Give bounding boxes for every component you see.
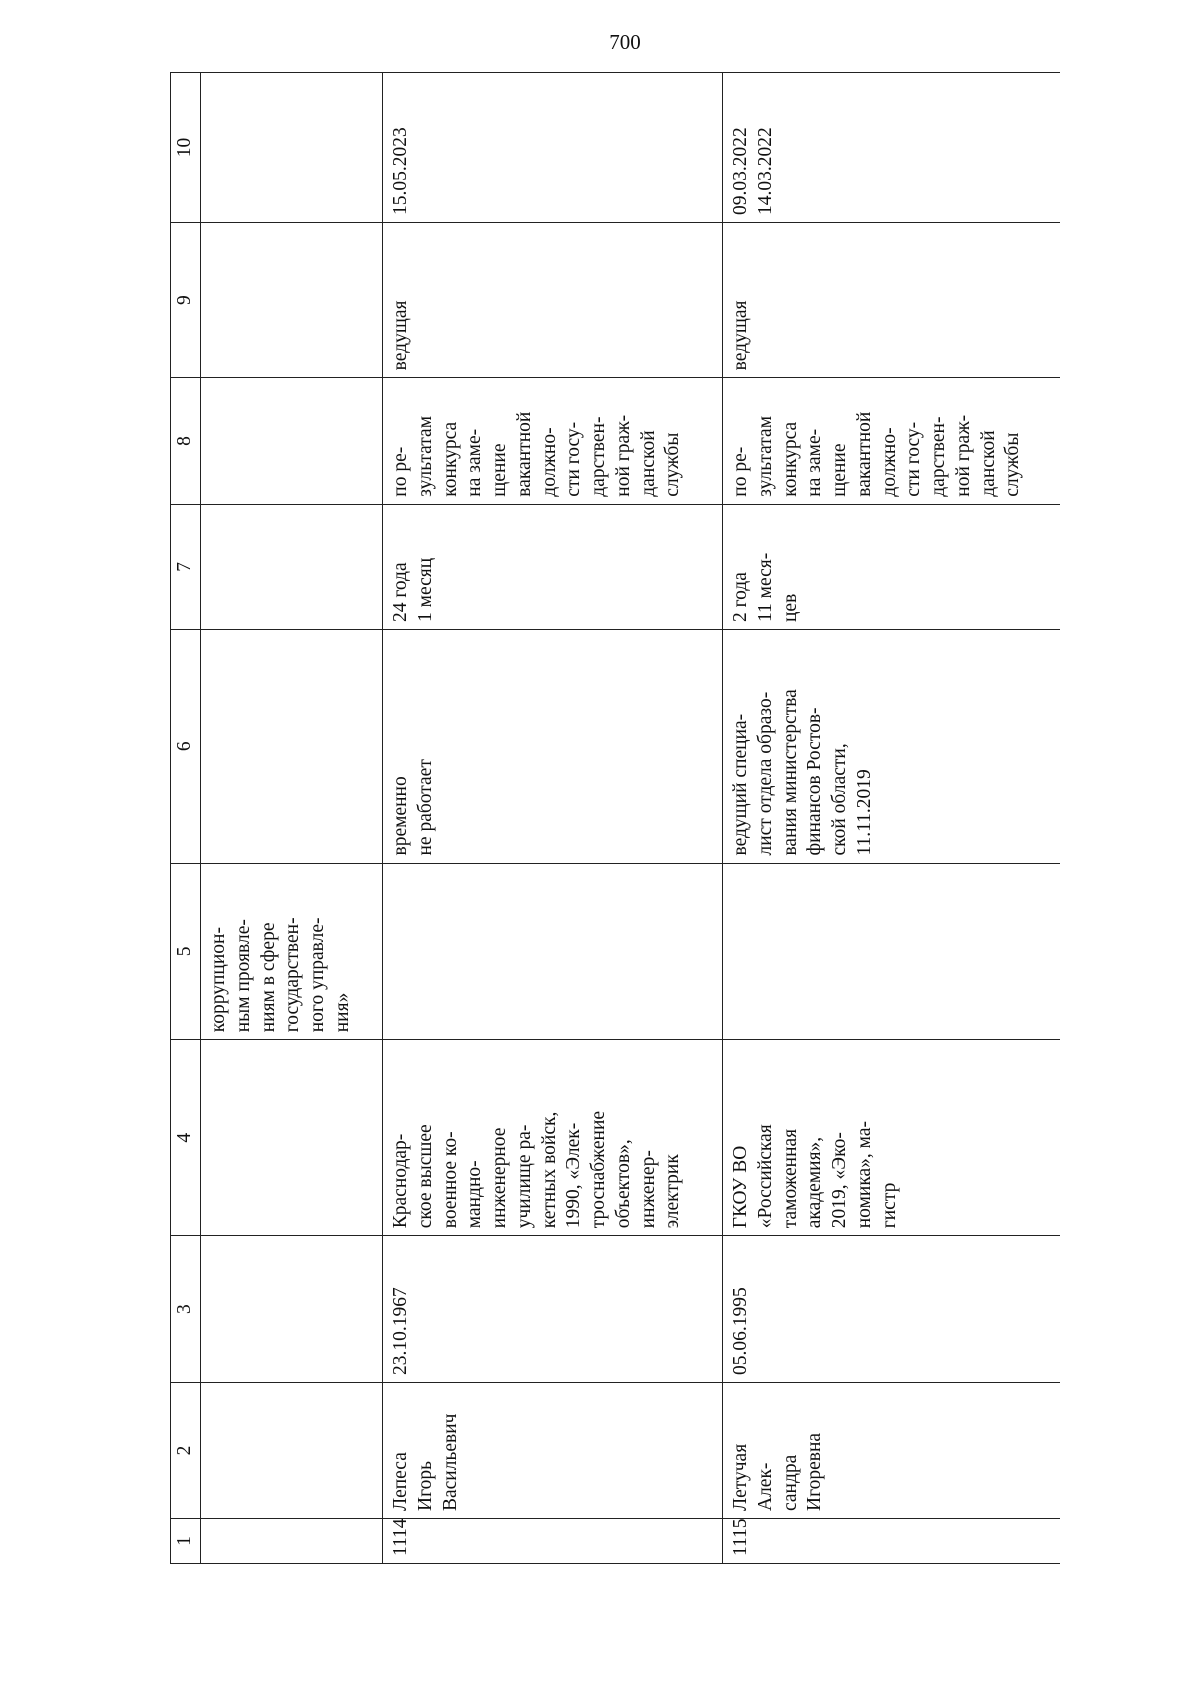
decision-date-cell: 09.03.2022 14.03.2022 (723, 73, 1061, 223)
inclusion-basis-cell: по ре- зультатам конкурса на заме- щение вакантной должно- сти госу- дарствен- ной граж- данской службы (383, 378, 723, 504)
education-cell: Краснодар- ское высшее военное ко- мандно- инженерное училище ра- кетных войск, 1990, «Элек- троснабжение объектов», инженер- электрик (383, 1040, 723, 1236)
position-group-cell: ведущая (383, 223, 723, 378)
register-table-frame (170, 72, 1060, 1564)
full-name-cell: Летучая Алек- сандра Игоревна (723, 1382, 1061, 1518)
experience-cell: 2 года 11 меся- цев (723, 504, 1061, 629)
column-number-cell: 8 (171, 378, 201, 504)
extra-education-cell (723, 863, 1061, 1040)
table-row (383, 73, 723, 1564)
column-number-row (171, 73, 201, 1564)
empty-cell (201, 1519, 383, 1564)
position-group-cell: ведущая (723, 223, 1061, 378)
empty-cell (201, 1382, 383, 1518)
column-number-cell: 4 (171, 1040, 201, 1236)
birth-date-cell: 23.10.1967 (383, 1236, 723, 1383)
empty-cell (201, 378, 383, 504)
column-number-cell: 1 (171, 1519, 201, 1564)
continuation-row (201, 73, 383, 1564)
page-number: 700 (609, 30, 641, 54)
continuation-text-cell: коррупцион- ным проявле- ниям в сфере государствен- ного управле- ния» (201, 863, 383, 1040)
full-name-cell: Лепеса Игорь Васильевич (383, 1382, 723, 1518)
column-number-cell: 5 (171, 863, 201, 1040)
table-row (723, 73, 1061, 1564)
empty-cell (201, 1040, 383, 1236)
column-number-cell: 6 (171, 630, 201, 864)
empty-cell (201, 73, 383, 223)
position-cell: временно не работает (383, 630, 723, 864)
rotated-table-wrapper (170, 72, 1060, 1564)
experience-cell: 24 года 1 месяц (383, 504, 723, 629)
empty-cell (201, 1236, 383, 1383)
extra-education-cell (383, 863, 723, 1040)
empty-cell (201, 630, 383, 864)
empty-cell (201, 504, 383, 629)
record-number-cell: 1115 (723, 1519, 1061, 1564)
empty-cell (201, 223, 383, 378)
education-cell: ГКОУ ВО «Российская таможенная академия», 2019, «Эко- номика», ма- гистр (723, 1040, 1061, 1236)
birth-date-cell: 05.06.1995 (723, 1236, 1061, 1383)
column-number-cell: 3 (171, 1236, 201, 1383)
register-table (170, 72, 1060, 1564)
column-number-cell: 10 (171, 73, 201, 223)
column-number-cell: 7 (171, 504, 201, 629)
column-number-cell: 9 (171, 223, 201, 378)
decision-date-cell: 15.05.2023 (383, 73, 723, 223)
inclusion-basis-cell: по ре- зультатам конкурса на заме- щение вакантной должно- сти госу- дарствен- ной граж- данской службы (723, 378, 1061, 504)
record-number-cell: 1114 (383, 1519, 723, 1564)
column-number-cell: 2 (171, 1382, 201, 1518)
position-cell: ведущий специа- лист отдела образо- вания министерства финансов Ростов- ской области, 11.11.2019 (723, 630, 1061, 864)
